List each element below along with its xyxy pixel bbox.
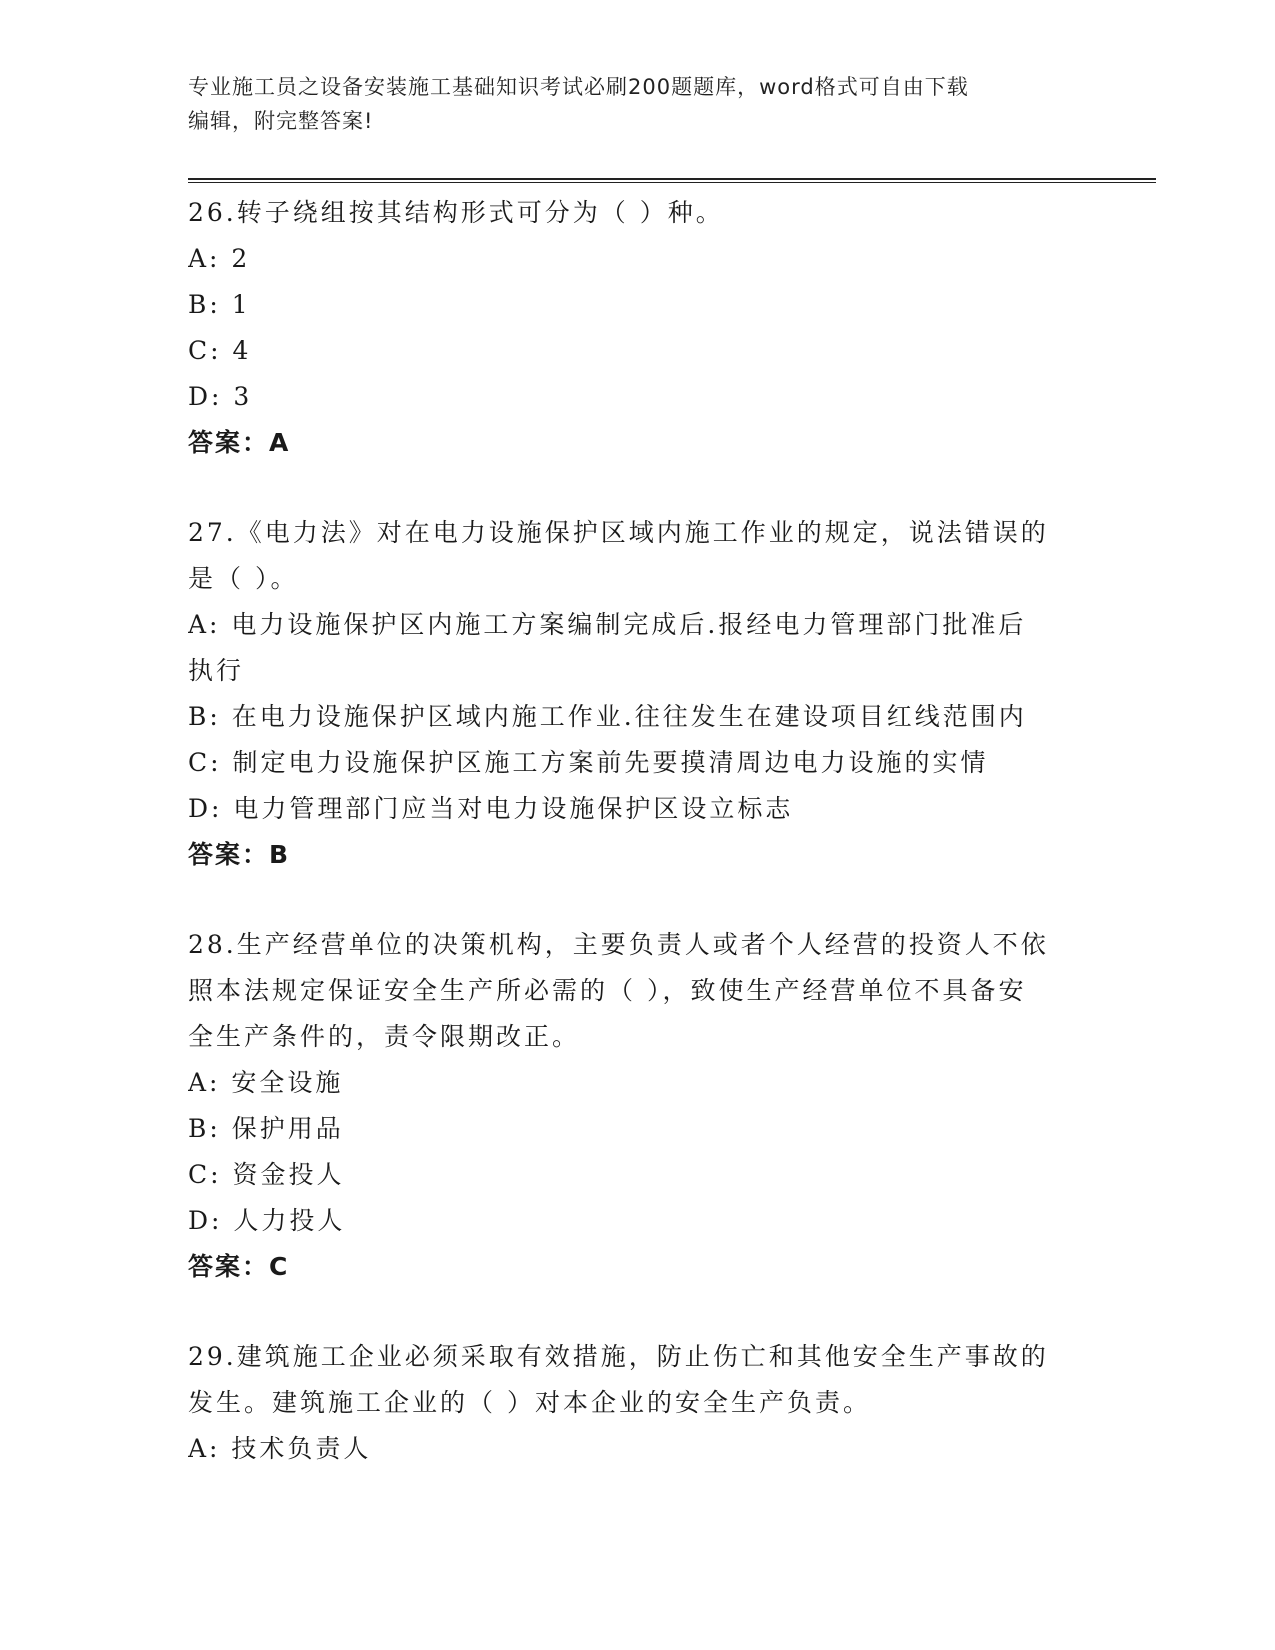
question-29-stem-line-2: 发生。建筑施工企业的（ ）对本企业的安全生产负责。: [188, 1388, 871, 1417]
question-28-option-d: D: 人力投人: [188, 1206, 346, 1235]
question-27-option-d: D: 电力管理部门应当对电力设施保护区设立标志: [188, 794, 794, 823]
question-27-stem-line-2: 是（ ）。: [188, 564, 299, 593]
question-26-option-c: C: 4: [188, 336, 252, 365]
question-26-option-b: B: 1: [188, 290, 251, 319]
question-28-stem-line-1: 28.生产经营单位的决策机构，主要负责人或者个人经营的投资人不依: [188, 930, 1049, 959]
page-header: [188, 70, 1068, 138]
question-27-option-a-line-1: A: 电力设施保护区内施工方案编制完成后.报经电力管理部门批准后: [188, 610, 1027, 639]
question-27-answer: 答案：B: [188, 840, 291, 869]
question-27-option-c: C: 制定电力设施保护区施工方案前先要摸清周边电力设施的实情: [188, 748, 989, 777]
header-line-2: 编辑，附完整答案!: [188, 109, 374, 133]
question-list: [188, 190, 1088, 1472]
question-28: [188, 922, 1088, 1290]
question-27: [188, 510, 1088, 878]
question-29-stem-line-1: 29.建筑施工企业必须采取有效措施，防止伤亡和其他安全生产事故的: [188, 1342, 1049, 1371]
question-28-option-a: A: 安全设施: [188, 1068, 344, 1097]
question-27-stem-line-1: 27.《电力法》对在电力设施保护区域内施工作业的规定，说法错误的: [188, 518, 1049, 547]
question-26-answer: 答案：A: [188, 428, 291, 457]
question-26: [188, 190, 1088, 466]
header-divider: [188, 178, 1156, 183]
question-28-answer: 答案：C: [188, 1252, 290, 1281]
question-28-option-c: C: 资金投人: [188, 1160, 345, 1189]
question-27-option-a-line-2: 执行: [188, 656, 245, 685]
question-26-option-a: A: 2: [188, 244, 251, 273]
question-29-option-a: A: 技术负责人: [188, 1434, 372, 1463]
question-26-stem: 26.转子绕组按其结构形式可分为（ ）种。: [188, 198, 724, 227]
question-28-stem-line-3: 全生产条件的，责令限期改正。: [188, 1022, 581, 1051]
question-27-option-b: B: 在电力设施保护区域内施工作业.往往发生在建设项目红线范围内: [188, 702, 1027, 731]
question-28-stem-line-2: 照本法规定保证安全生产所必需的（ ），致使生产经营单位不具备安: [188, 976, 1027, 1005]
question-29: [188, 1334, 1088, 1472]
question-26-option-d: D: 3: [188, 382, 253, 411]
header-line-1: 专业施工员之设备安装施工基础知识考试必刷200题题库，word格式可自由下载: [188, 75, 969, 99]
question-28-option-b: B: 保护用品: [188, 1114, 344, 1143]
